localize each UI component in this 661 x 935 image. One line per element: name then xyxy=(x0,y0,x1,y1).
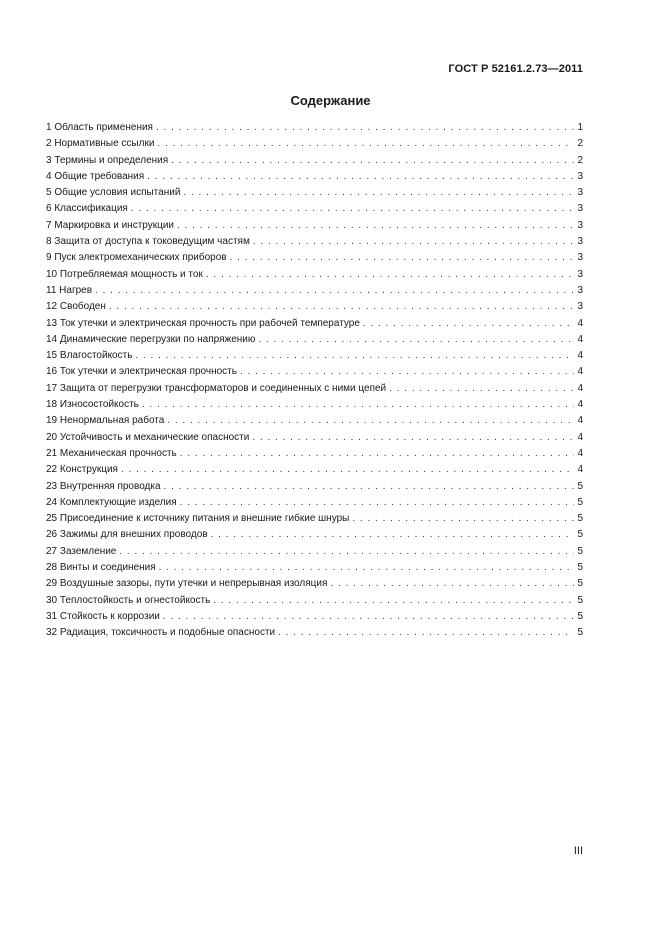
toc-dot-leader xyxy=(211,527,575,543)
toc-entry[interactable] xyxy=(46,153,583,169)
toc-entry-label: 28 Винты и соединения xyxy=(46,562,156,574)
toc-entry[interactable] xyxy=(46,120,583,136)
toc-entry-label: 13 Ток утечки и электрическая прочность при рабочей температуре xyxy=(46,317,360,329)
toc-entry[interactable] xyxy=(46,267,583,283)
toc-entry[interactable] xyxy=(46,234,583,250)
toc-entry[interactable] xyxy=(46,169,583,185)
toc-entry-label: 8 Защита от доступа к токоведущим частям xyxy=(46,236,250,248)
toc-entry-page: 5 xyxy=(577,496,583,508)
toc-dot-leader xyxy=(183,185,574,201)
toc-dot-leader xyxy=(278,625,574,641)
toc-entry[interactable] xyxy=(46,397,583,413)
toc-entry[interactable] xyxy=(46,495,583,511)
toc-entry-page: 4 xyxy=(577,415,583,427)
toc-entry-label: 29 Воздушные зазоры, пути утечки и непрерывная изоляция xyxy=(46,578,328,590)
toc-dot-leader xyxy=(119,544,574,560)
toc-entry[interactable] xyxy=(46,348,583,364)
toc-entry[interactable] xyxy=(46,299,583,315)
toc-entry[interactable] xyxy=(46,136,583,152)
toc-entry-page: 3 xyxy=(577,301,583,313)
toc-entry-page: 5 xyxy=(577,627,583,639)
toc-dot-leader xyxy=(135,348,574,364)
toc-entry-label: 15 Влагостойкость xyxy=(46,350,133,362)
toc-entry-page: 2 xyxy=(577,154,583,166)
toc-entry-label: 2 Нормативные ссылки xyxy=(46,138,155,150)
toc-dot-leader xyxy=(157,136,574,152)
toc-entry-label: 32 Радиация, токсичность и подобные опасности xyxy=(46,627,276,639)
table-of-contents xyxy=(46,120,583,642)
toc-entry-label: 10 Потребляемая мощность и ток xyxy=(46,268,203,280)
toc-entry-page: 4 xyxy=(577,366,583,378)
document-code: ГОСТ Р 52161.2.73—2011 xyxy=(448,63,583,75)
toc-entry[interactable] xyxy=(46,560,583,576)
toc-entry-page: 4 xyxy=(577,350,583,362)
toc-dot-leader xyxy=(131,201,575,217)
toc-entry-label: 6 Классификация xyxy=(46,203,128,215)
toc-entry-page: 4 xyxy=(577,382,583,394)
toc-dot-leader xyxy=(171,153,574,169)
toc-dot-leader xyxy=(389,381,574,397)
toc-entry-label: 31 Стойкость к коррозии xyxy=(46,610,160,622)
toc-dot-leader xyxy=(164,479,575,495)
toc-entry[interactable] xyxy=(46,381,583,397)
toc-dot-leader xyxy=(177,218,574,234)
toc-entry-label: 9 Пуск электромеханических приборов xyxy=(46,252,227,264)
toc-entry[interactable] xyxy=(46,609,583,625)
toc-entry-page: 5 xyxy=(577,480,583,492)
toc-entry[interactable] xyxy=(46,446,583,462)
toc-entry-page: 4 xyxy=(577,431,583,443)
toc-entry-label: 14 Динамические перегрузки по напряжению xyxy=(46,333,256,345)
toc-entry-page: 4 xyxy=(577,447,583,459)
toc-entry[interactable] xyxy=(46,544,583,560)
toc-entry-label: 12 Свободен xyxy=(46,301,106,313)
toc-dot-leader xyxy=(252,430,574,446)
toc-entry-page: 5 xyxy=(577,594,583,606)
toc-entry-label: 3 Термины и определения xyxy=(46,154,169,166)
toc-entry-label: 24 Комплектующие изделия xyxy=(46,496,177,508)
toc-dot-leader xyxy=(363,316,575,332)
toc-entry-page: 3 xyxy=(577,284,583,296)
toc-entry-label: 22 Конструкция xyxy=(46,464,118,476)
toc-dot-leader xyxy=(142,397,575,413)
toc-entry-label: 23 Внутренняя проводка xyxy=(46,480,161,492)
toc-entry-label: 5 Общие условия испытаний xyxy=(46,187,181,199)
toc-entry-page: 3 xyxy=(577,203,583,215)
toc-dot-leader xyxy=(109,299,575,315)
toc-entry-page: 3 xyxy=(577,236,583,248)
page-number: III xyxy=(573,845,583,857)
toc-title: Содержание xyxy=(290,93,371,108)
toc-entry-label: 27 Заземление xyxy=(46,545,117,557)
toc-entry-label: 1 Область применения xyxy=(46,122,153,133)
toc-entry[interactable] xyxy=(46,593,583,609)
toc-entry-label: 30 Теплостойкость и огнестойкость xyxy=(46,594,211,606)
toc-entry[interactable] xyxy=(46,218,583,234)
toc-entry-label: 19 Ненормальная работа xyxy=(46,415,165,427)
toc-entry-page: 3 xyxy=(577,219,583,231)
toc-entry-label: 7 Маркировка и инструкции xyxy=(46,219,175,231)
toc-dot-leader xyxy=(163,609,575,625)
toc-dot-leader xyxy=(230,250,575,266)
toc-dot-leader xyxy=(95,283,574,299)
toc-entry[interactable] xyxy=(46,316,583,332)
toc-entry-page: 4 xyxy=(577,333,583,345)
toc-entry-page: 5 xyxy=(577,578,583,590)
toc-entry[interactable] xyxy=(46,250,583,266)
toc-entry[interactable] xyxy=(46,527,583,543)
toc-dot-leader xyxy=(156,120,574,136)
toc-entry-page: 5 xyxy=(577,610,583,622)
toc-entry-page: 4 xyxy=(577,317,583,329)
toc-dot-leader xyxy=(352,511,574,527)
toc-entry-label: 4 Общие требования xyxy=(46,170,145,182)
toc-entry-page: 4 xyxy=(577,464,583,476)
toc-entry-label: 20 Устойчивость и механические опасности xyxy=(46,431,250,443)
toc-entry-page: 5 xyxy=(577,529,583,541)
toc-dot-leader xyxy=(180,446,575,462)
toc-entry-label: 26 Зажимы для внешних проводов xyxy=(46,529,208,541)
toc-entry[interactable] xyxy=(46,201,583,217)
toc-entry-label: 25 Присоединение к источнику питания и внешние гибкие шнуры xyxy=(46,513,350,525)
toc-dot-leader xyxy=(240,364,574,380)
toc-entry-page: 5 xyxy=(577,545,583,557)
toc-entry-page: 5 xyxy=(577,562,583,574)
toc-dot-leader xyxy=(330,576,574,592)
toc-entry-page: 3 xyxy=(577,187,583,199)
toc-entry-page: 3 xyxy=(577,170,583,182)
toc-dot-leader xyxy=(121,462,574,478)
toc-entry-page: 3 xyxy=(577,268,583,280)
toc-entry-page: 2 xyxy=(577,138,583,150)
toc-entry[interactable] xyxy=(46,185,583,201)
toc-dot-leader xyxy=(253,234,575,250)
toc-entry[interactable] xyxy=(46,462,583,478)
toc-dot-leader xyxy=(258,332,574,348)
toc-entry[interactable] xyxy=(46,364,583,380)
toc-dot-leader xyxy=(206,267,575,283)
toc-entry[interactable] xyxy=(46,625,583,641)
toc-entry-page: 3 xyxy=(577,252,583,264)
toc-entry[interactable] xyxy=(46,430,583,446)
toc-entry-page: 5 xyxy=(577,513,583,525)
toc-entry-label: 17 Защита от перегрузки трансформаторов и соединенных с ними цепей xyxy=(46,382,387,394)
toc-entry-label: 11 Нагрев xyxy=(46,284,93,296)
toc-dot-leader xyxy=(213,593,574,609)
toc-entry[interactable] xyxy=(46,283,583,299)
toc-dot-leader xyxy=(180,495,575,511)
toc-entry[interactable] xyxy=(46,413,583,429)
toc-dot-leader xyxy=(147,169,574,185)
toc-entry-label: 21 Механическая прочность xyxy=(46,447,177,459)
toc-dot-leader xyxy=(159,560,575,576)
toc-entry[interactable] xyxy=(46,511,583,527)
toc-entry[interactable] xyxy=(46,332,583,348)
toc-entry-page: 1 xyxy=(577,122,583,133)
toc-entry[interactable] xyxy=(46,479,583,495)
toc-entry-label: 16 Ток утечки и электрическая прочность xyxy=(46,366,237,378)
toc-entry-label: 18 Износостойкость xyxy=(46,399,139,411)
toc-dot-leader xyxy=(167,413,574,429)
toc-entry-page: 4 xyxy=(577,399,583,411)
toc-entry[interactable] xyxy=(46,576,583,592)
